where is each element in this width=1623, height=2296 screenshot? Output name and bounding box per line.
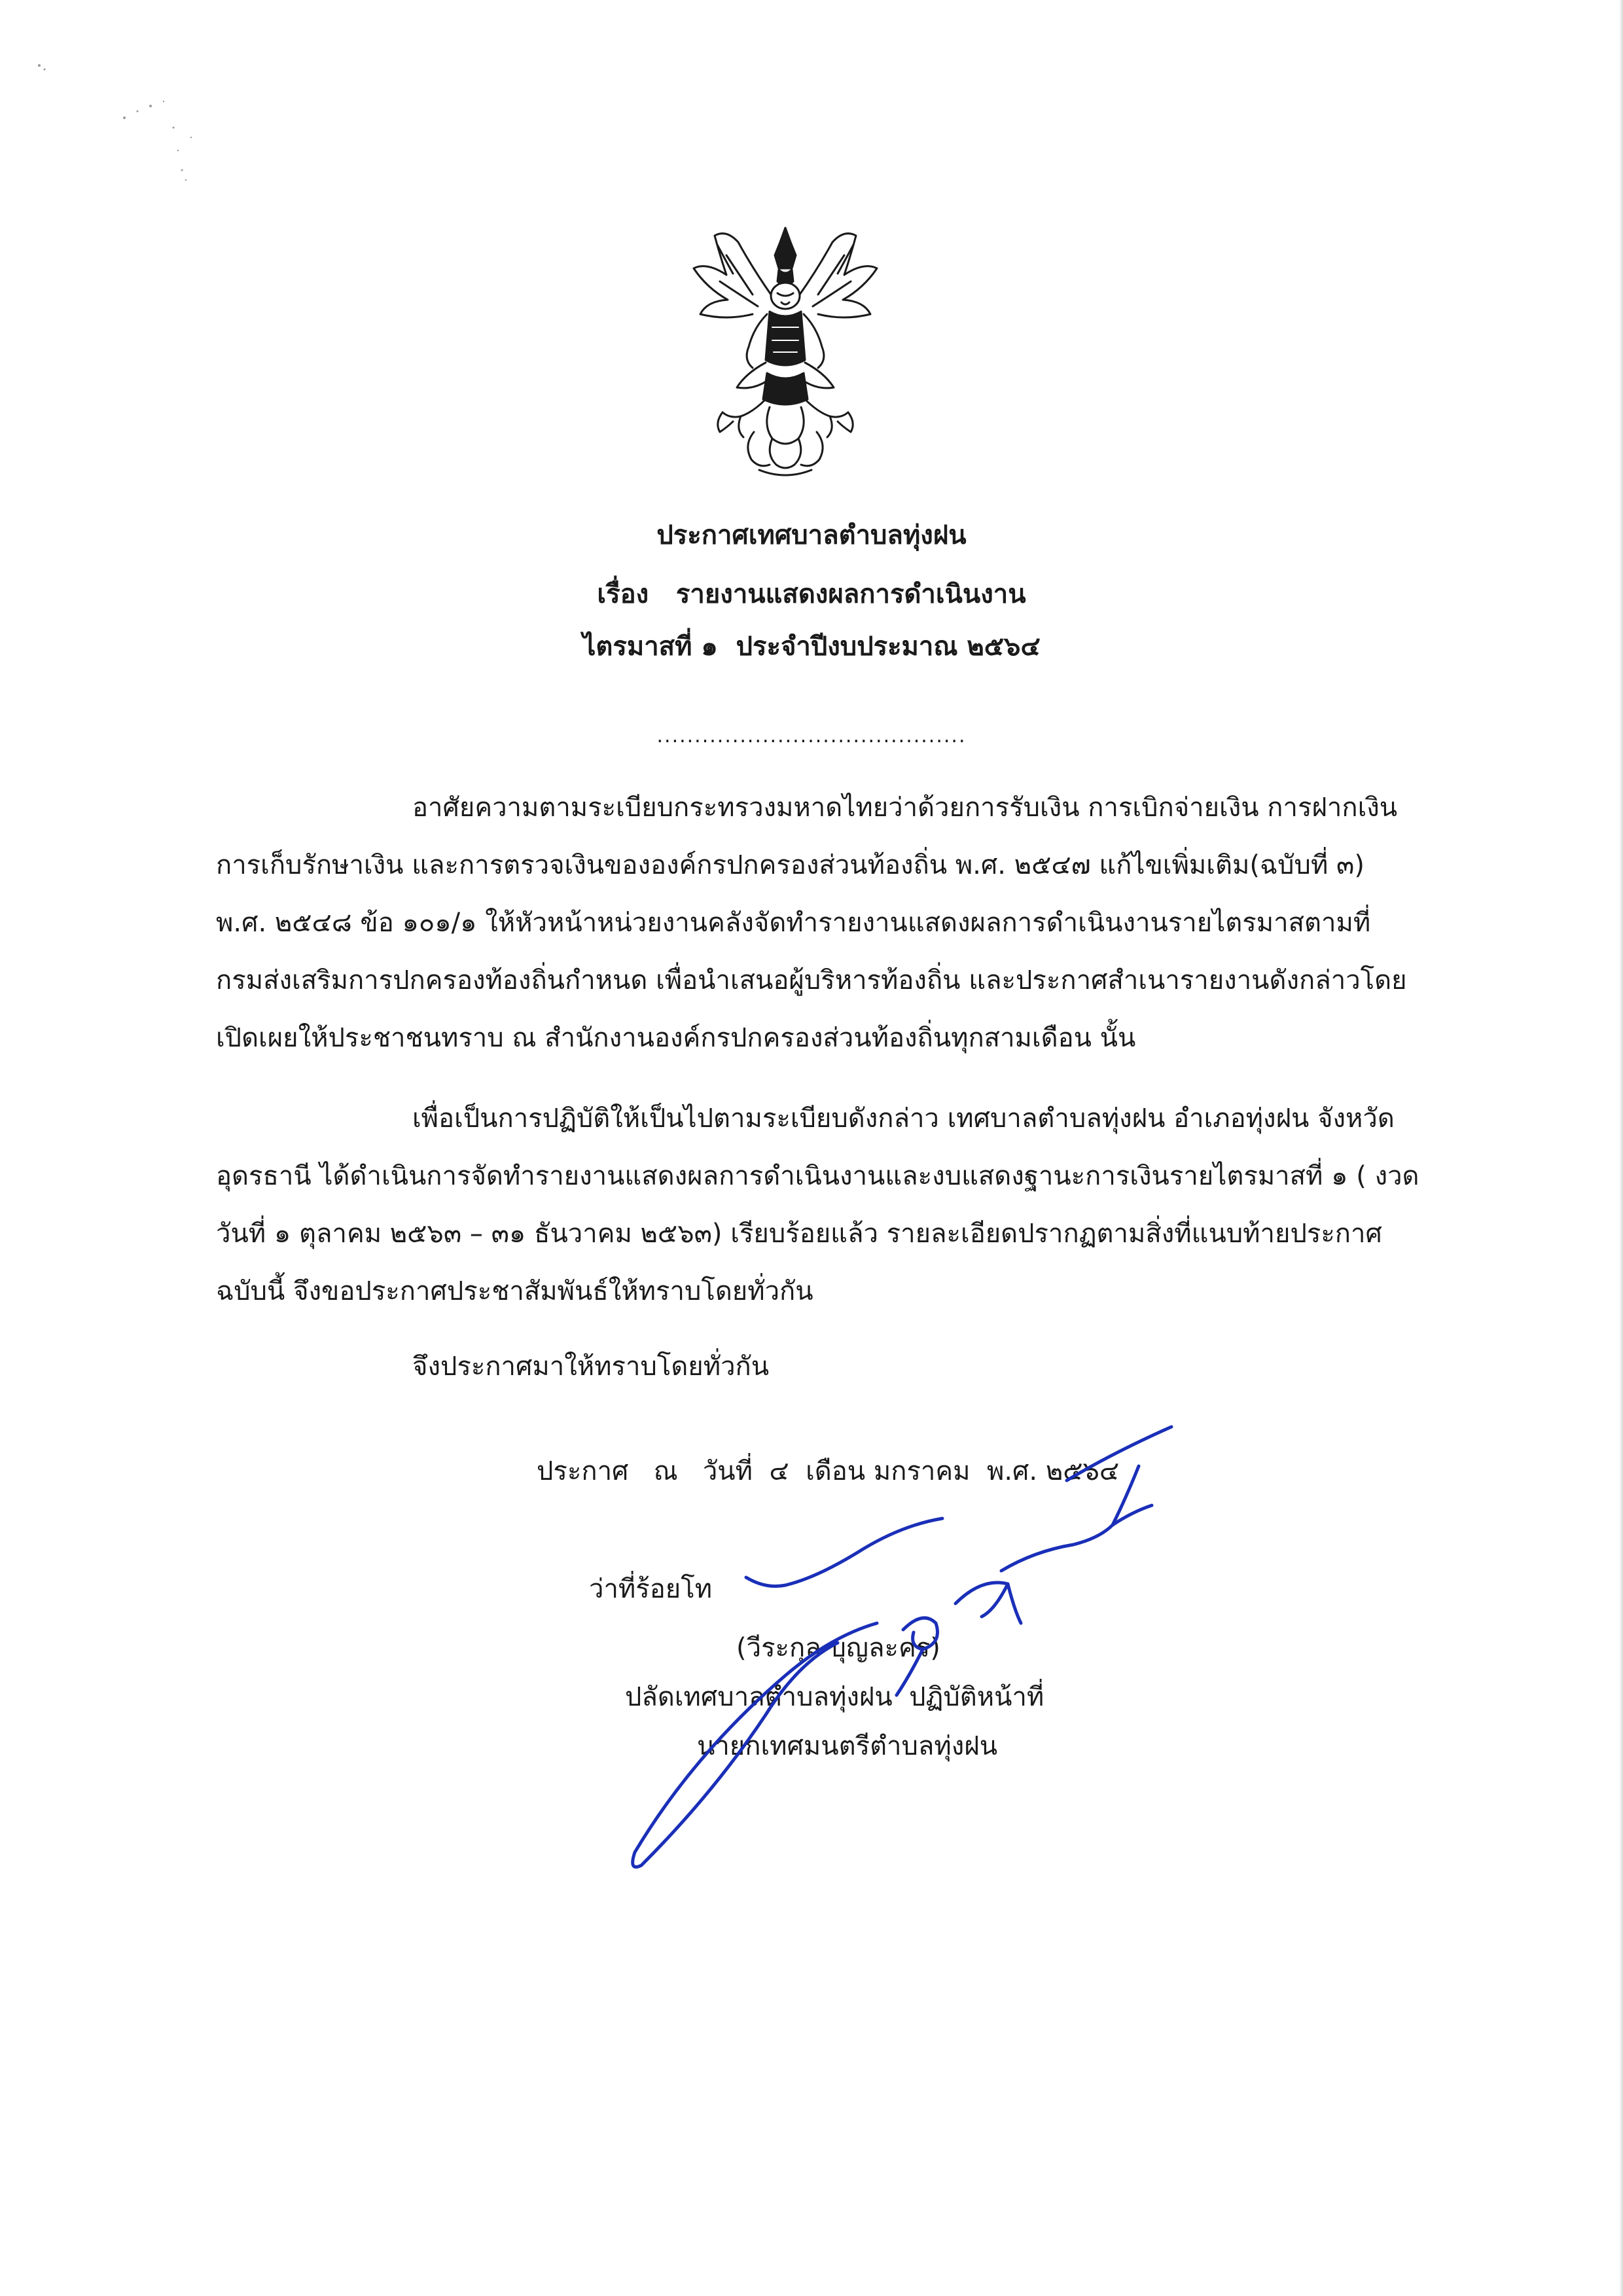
document-title: ประกาศเทศบาลตำบลทุ่งฝน <box>656 520 967 550</box>
announcement-date: ประกาศ ณ วันที่ ๔ เดือน มกราคม พ.ศ. ๒๕๖๔ <box>537 1456 1120 1486</box>
paragraph-line: พ.ศ. ๒๕๔๘ ข้อ ๑๐๑/๑ ให้หัวหน้าหน่วยงานคลังจัดทำรายงานแสดงผลการดำเนินงานรายไตรมาสตามที่ <box>216 908 1371 938</box>
signatory-name: (วีระกุล บุญละคร) <box>736 1633 940 1663</box>
paragraph-line: อาศัยความตามระเบียบกระทรวงมหาดไทยว่าด้วยการรับเงิน การเบิกจ่ายเงิน การฝากเงิน <box>412 793 1398 823</box>
scan-speck <box>26 46 209 196</box>
document-period: ไตรมาสที่ ๑ ประจำปีงบประมาณ ๒๕๖๔ <box>582 632 1041 662</box>
document-subject-line <box>0 576 1623 613</box>
garuda-emblem-icon <box>681 216 890 491</box>
paragraph-line: กรมส่งเสริมการปกครองท้องถิ่นกำหนด เพื่อนำเสนอผู้บริหารท้องถิ่น และประกาศสำเนารายงานดังกล่าวโดย <box>216 965 1407 996</box>
paragraph-line: อุดรธานี ได้ดำเนินการจัดทำรายงานแสดงผลการดำเนินงานและงบแสดงฐานะการเงินรายไตรมาสที่ ๑ ( งวด <box>216 1161 1419 1191</box>
header-divider: ......................................... <box>656 725 967 747</box>
paragraph-line: เปิดเผยให้ประชาชนทราบ ณ สำนักงานองค์กรปกครองส่วนท้องถิ่นทุกสามเดือน นั้น <box>216 1023 1136 1053</box>
signatory-position-2: นายกเทศมนตรีตำบลทุ่งฝน <box>697 1731 998 1761</box>
paragraph-line: วันที่ ๑ ตุลาคม ๒๕๖๓ – ๓๑ ธันวาคม ๒๕๖๓) เรียบร้อยแล้ว รายละเอียดปรากฏตามสิ่งที่แนบท้ายประกาศ <box>216 1219 1382 1249</box>
paragraph-line: ฉบับนี้ จึงขอประกาศประชาสัมพันธ์ให้ทราบโดยทั่วกัน <box>216 1276 813 1306</box>
closing-statement: จึงประกาศมาให้ทราบโดยทั่วกัน <box>412 1352 770 1382</box>
body-paragraph-1 <box>216 779 1459 1067</box>
signatory-rank: ว่าที่ร้อยโท <box>589 1574 713 1604</box>
signatory-position-1: ปลัดเทศบาลตำบลทุ่งฝน ปฏิบัติหน้าที่ <box>625 1682 1044 1712</box>
body-paragraph-2 <box>216 1090 1459 1320</box>
paragraph-line: เพื่อเป็นการปฏิบัติให้เป็นไปตามระเบียบดังกล่าว เทศบาลตำบลทุ่งฝน อำเภอทุ่งฝน จังหวัด <box>412 1103 1395 1134</box>
subject-text: รายงานแสดงผลการดำเนินงาน <box>675 579 1026 609</box>
scan-edge <box>1619 0 1623 2296</box>
subject-label: เรื่อง <box>597 579 649 609</box>
paragraph-line: การเก็บรักษาเงิน และการตรวจเงินขององค์กรปกครองส่วนท้องถิ่น พ.ศ. ๒๕๔๗ แก้ไขเพิ่มเติม(ฉบับที่ ๓) <box>216 850 1364 880</box>
